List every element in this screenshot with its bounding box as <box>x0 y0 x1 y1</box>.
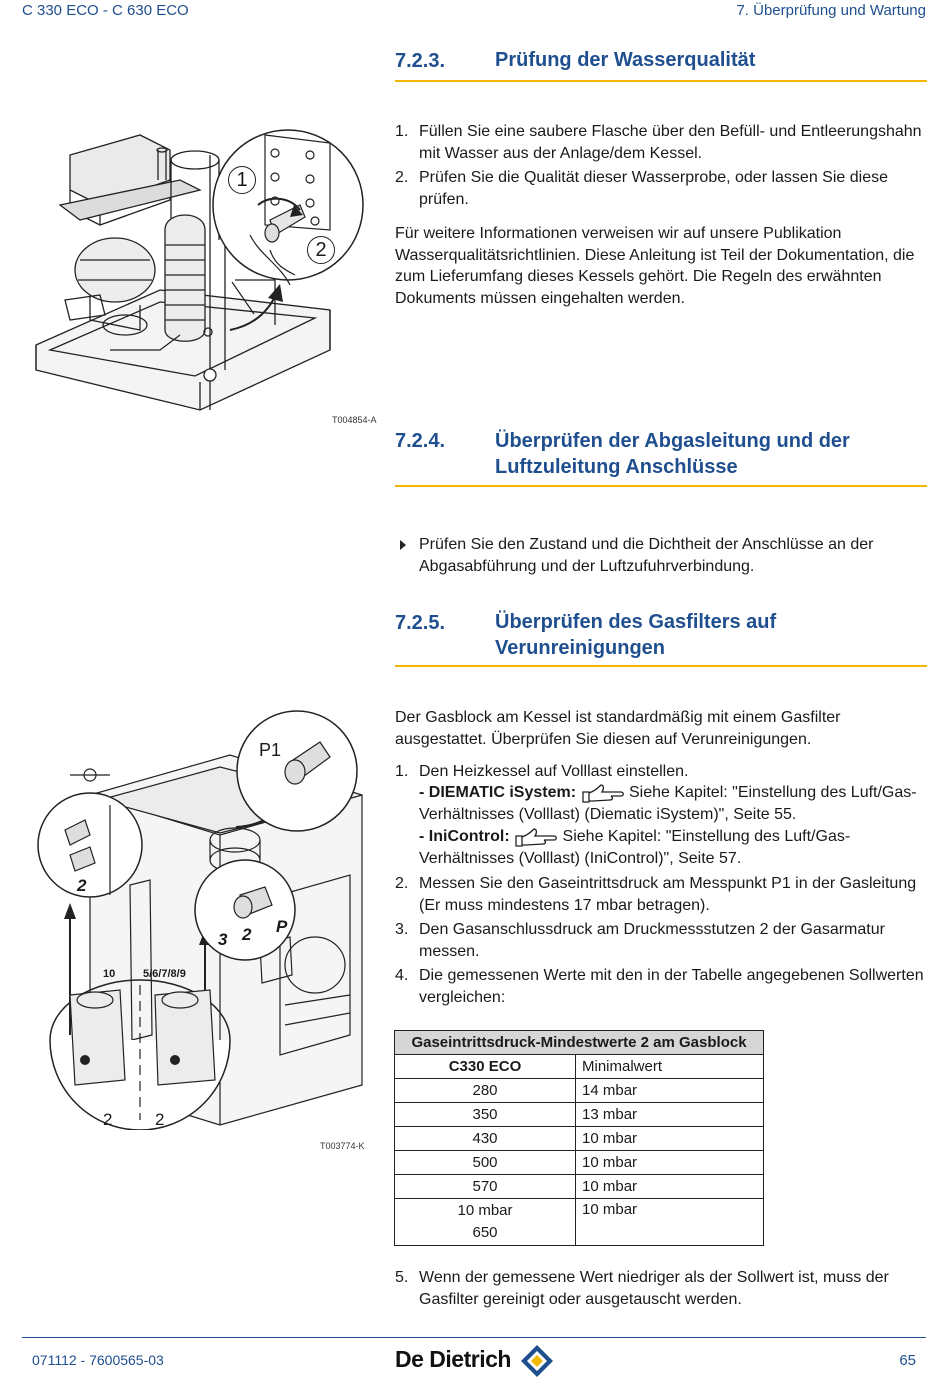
section-divider <box>395 80 927 82</box>
measuring-point-p1-detail <box>235 707 360 837</box>
list-item: 1. Den Heizkessel auf Volllast einstellen. <box>395 763 689 780</box>
callout-pointer <box>230 280 260 320</box>
page-number: 65 <box>899 1352 916 1369</box>
label-2: 2 <box>77 876 87 895</box>
section-7-2-3-number: 7.2.3. <box>395 50 446 72</box>
hand-pointer-icon <box>514 826 558 848</box>
table-row: 430 10 mbar <box>395 1127 764 1151</box>
callout-2: 2 <box>307 236 335 264</box>
gas-valve-models-detail <box>40 960 240 1130</box>
list-item: 1. Füllen Sie eine saubere Flasche über den Befüll- und Entleerungshahn mit Wasser aus der Anlage/dem Kessel. <box>395 123 922 162</box>
gas-valve-pressure-port-detail <box>190 855 300 965</box>
callout-1: 1 <box>228 166 256 194</box>
table-row: 570 10 mbar <box>395 1175 764 1199</box>
label-models-5-9: 5/6/7/8/9 <box>143 968 186 980</box>
inicontrol-reference: - IniControl: Siehe Kapitel: "Einstellung des Luft/Gas-Verhältnisses (Volllast) (IniControl)", Seite 57. <box>419 826 931 870</box>
connection-check-instruction: Prüfen Sie den Zustand und die Dichtheit der Anschlüsse an der Abgasabführung und der Luftzufuhrverbindung. <box>419 536 874 575</box>
figure-code: T003774-K <box>320 1141 365 1151</box>
table-header: Minimalwert <box>576 1055 764 1079</box>
diematic-reference: - DIEMATIC iSystem: Siehe Kapitel: "Einstellung des Luft/Gas-Verhältnisses (Volllast) (Diematic iSystem)", Seite 55. <box>419 782 931 826</box>
hand-pointer-icon <box>581 782 625 804</box>
list-item: 5. Wenn der gemessene Wert niedriger als der Sollwert ist, muss der Gasfilter gereinigt oder ausgetauscht werden. <box>395 1269 889 1308</box>
list-item: 4. Die gemessenen Werte mit den in der Tabelle angegebenen Sollwerten vergleichen: <box>395 967 924 1006</box>
water-quality-note: Für weitere Informationen verweisen wir auf unsere Publikation Wasserqualitätsrichtlinien. Diese Anleitung ist Teil der Dokumentation, die zum Lieferumfang dieses Kessels gehört. Die Regeln des erwähnten Dokuments müssen eingehalten werden. <box>395 225 915 307</box>
table-header: C330 ECO <box>395 1055 576 1079</box>
table-row: 500 10 mbar <box>395 1151 764 1175</box>
bullet-arrow-icon <box>400 540 406 550</box>
figure-code: T004854-A <box>332 415 377 425</box>
brand-logo: De Dietrich <box>395 1343 555 1379</box>
gas-block-intro: Der Gasblock am Kessel ist standardmäßig mit einem Gasfilter ausgestattet. Überprüfen Sie diesen auf Verunreinigungen. <box>395 709 841 748</box>
gas-pressure-table <box>394 1030 764 1246</box>
section-7-2-5-title-line1: Überprüfen des Gasfilters auf <box>495 611 777 633</box>
section-7-2-5-title-line2: Verunreinigungen <box>495 637 666 659</box>
section-divider <box>395 665 927 667</box>
drain-valve-detail <box>210 125 365 300</box>
section-7-2-5-number: 7.2.5. <box>395 612 446 634</box>
header-chapter: 7. Überprüfung und Wartung <box>736 2 926 19</box>
list-item: 2. Prüfen Sie die Qualität dieser Wasserprobe, oder lassen Sie diese prüfen. <box>395 169 888 208</box>
label-2: 2 <box>242 925 252 944</box>
table-title: Gaseintrittsdruck-Mindestwerte 2 am Gasblock <box>395 1031 764 1055</box>
table-row: 280 14 mbar <box>395 1079 764 1103</box>
section-7-2-4-title-line1: Überprüfen der Abgasleitung und der <box>495 430 850 452</box>
list-item: 2. Messen Sie den Gaseintrittsdruck am Messpunkt P1 in der Gasleitung (Er muss mindestens 17 mbar betragen). <box>395 875 917 914</box>
section-7-2-4-number: 7.2.4. <box>395 430 446 452</box>
label-p: P <box>276 917 288 936</box>
label-3: 3 <box>218 930 228 949</box>
section-7-2-4-title-line2: Luftzuleitung Anschlüsse <box>495 456 738 478</box>
brand-diamond-icon <box>519 1343 555 1379</box>
gas-pipe-test-point-detail <box>35 775 145 915</box>
section-7-2-3-title: Prüfung der Wasserqualität <box>495 49 756 71</box>
section-divider <box>395 485 927 487</box>
label-2: 2 <box>155 1110 165 1129</box>
list-item: 3. Den Gasanschlussdruck am Druckmessstutzen 2 der Gasarmatur messen. <box>395 921 885 960</box>
table-header-row <box>395 1055 764 1079</box>
label-2: 2 <box>103 1110 113 1129</box>
header-doc-title: C 330 ECO - C 630 ECO <box>22 2 189 19</box>
label-model-10: 10 <box>103 968 116 980</box>
table-row: 10 mbar 650 10 mbar <box>395 1199 764 1246</box>
footer-divider <box>22 1337 926 1338</box>
label-p1: P1 <box>259 740 282 760</box>
footer-doc-number: 071112 - 7600565-03 <box>32 1352 164 1368</box>
table-row: 350 13 mbar <box>395 1103 764 1127</box>
